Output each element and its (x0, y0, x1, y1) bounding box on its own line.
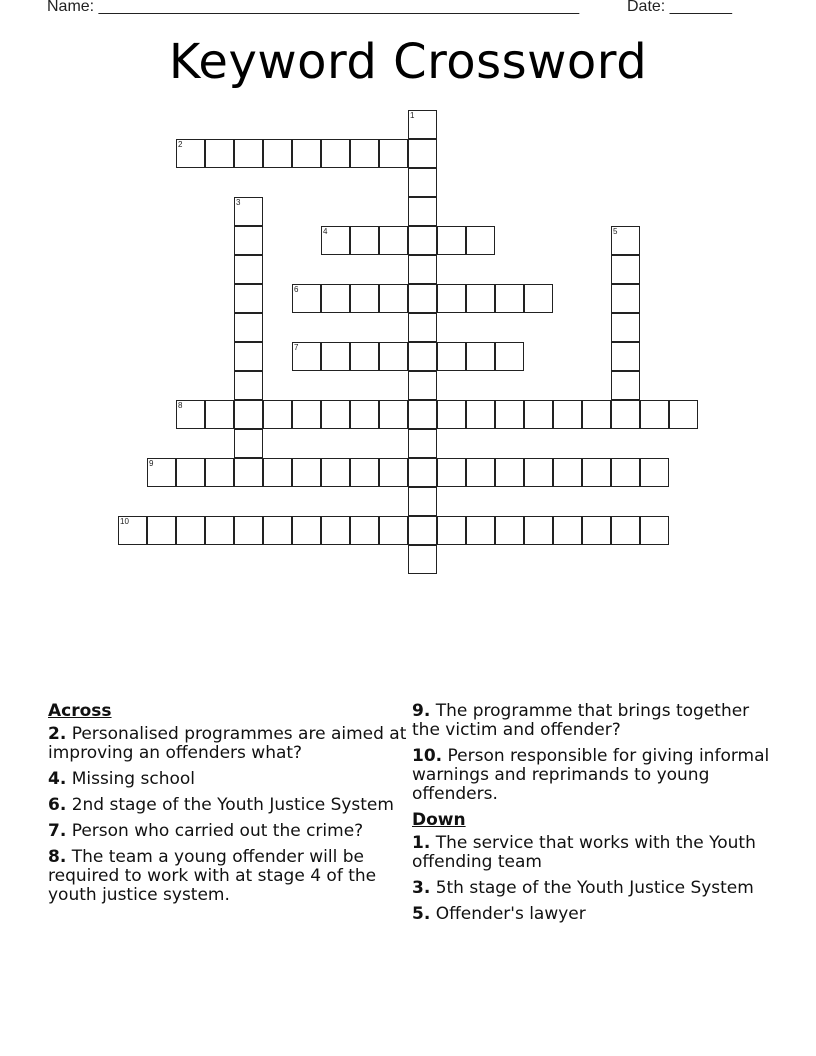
grid-cell[interactable] (408, 458, 437, 487)
grid-cell[interactable] (408, 197, 437, 226)
grid-cell[interactable] (234, 371, 263, 400)
grid-cell[interactable] (234, 139, 263, 168)
grid-cell[interactable] (437, 342, 466, 371)
clue-item (48, 848, 408, 905)
clue-number-label: 6 (294, 285, 299, 294)
grid-cell[interactable] (611, 516, 640, 545)
clue-number: 9. (412, 701, 431, 721)
clue-item (412, 702, 772, 740)
grid-cell[interactable] (234, 429, 263, 458)
clue-item (48, 822, 408, 841)
grid-cell[interactable] (234, 226, 263, 255)
grid-cell[interactable] (437, 516, 466, 545)
grid-cell[interactable] (205, 139, 234, 168)
clue-number: 6. (48, 795, 67, 815)
clue-number: 2. (48, 724, 67, 744)
grid-cell[interactable] (640, 458, 669, 487)
clue-number: 1. (412, 833, 431, 853)
grid-cell[interactable] (495, 400, 524, 429)
grid-cell[interactable] (408, 255, 437, 284)
across-clue-list (48, 725, 408, 905)
clue-item (412, 834, 772, 872)
grid-cell[interactable] (408, 139, 437, 168)
clue-number-label: 8 (178, 401, 183, 410)
clue-number-label: 1 (410, 111, 415, 120)
grid-cell[interactable] (408, 313, 437, 342)
clue-number: 7. (48, 821, 67, 841)
grid-cell[interactable] (321, 284, 350, 313)
clue-number-label: 5 (613, 227, 618, 236)
clues-right-column (412, 702, 772, 931)
grid-cell[interactable] (466, 226, 495, 255)
grid-cell[interactable] (234, 516, 263, 545)
grid-cell[interactable] (553, 458, 582, 487)
clue-number-label: 9 (149, 459, 154, 468)
clue-number-label: 4 (323, 227, 328, 236)
grid-cell[interactable] (263, 139, 292, 168)
grid-cell[interactable] (321, 516, 350, 545)
grid-cell[interactable] (350, 226, 379, 255)
clue-number-label: 7 (294, 343, 299, 352)
grid-cell[interactable] (524, 458, 553, 487)
grid-cell[interactable] (147, 458, 176, 487)
grid-cell[interactable] (263, 516, 292, 545)
grid-cell[interactable] (582, 400, 611, 429)
grid-cell[interactable] (176, 400, 205, 429)
clue-text: Offender's lawyer (435, 904, 586, 924)
down-heading: Down (412, 810, 466, 830)
clue-number: 10. (412, 746, 443, 766)
grid-cell[interactable] (611, 342, 640, 371)
grid-cell[interactable] (292, 400, 321, 429)
grid-cell[interactable] (408, 545, 437, 574)
grid-cell[interactable] (611, 284, 640, 313)
down-clue-list (412, 834, 772, 924)
grid-cell[interactable] (263, 400, 292, 429)
grid-cell[interactable] (495, 284, 524, 313)
grid-cell[interactable] (553, 400, 582, 429)
grid-cell[interactable] (582, 458, 611, 487)
grid-cell[interactable] (234, 284, 263, 313)
grid-cell[interactable] (611, 371, 640, 400)
grid-cell[interactable] (408, 110, 437, 139)
grid-cell[interactable] (495, 458, 524, 487)
across-clue-list-continued (412, 702, 772, 804)
grid-cell[interactable] (321, 400, 350, 429)
grid-cell[interactable] (176, 516, 205, 545)
grid-cell[interactable] (640, 400, 669, 429)
grid-cell[interactable] (205, 458, 234, 487)
grid-cell[interactable] (437, 226, 466, 255)
grid-cell[interactable] (205, 400, 234, 429)
clue-number: 3. (412, 878, 431, 898)
grid-cell[interactable] (379, 400, 408, 429)
grid-cell[interactable] (263, 458, 292, 487)
clue-text: The programme that brings together the victim and offender? (412, 701, 750, 740)
grid-cell[interactable] (350, 342, 379, 371)
grid-cell[interactable] (611, 226, 640, 255)
clue-text: The team a young offender will be required to work with at stage 4 of the youth justice system. (48, 847, 377, 905)
grid-cell[interactable] (466, 400, 495, 429)
grid-cell[interactable] (321, 342, 350, 371)
grid-cell[interactable] (408, 371, 437, 400)
grid-cell[interactable] (466, 458, 495, 487)
grid-cell[interactable] (350, 458, 379, 487)
clue-text: Personalised programmes are aimed at improving an offenders what? (48, 724, 407, 763)
grid-cell[interactable] (292, 516, 321, 545)
clue-text: Missing school (71, 769, 196, 789)
grid-cell[interactable] (408, 429, 437, 458)
grid-cell[interactable] (408, 226, 437, 255)
grid-cell[interactable] (495, 342, 524, 371)
grid-cell[interactable] (611, 400, 640, 429)
grid-cell[interactable] (408, 400, 437, 429)
clue-number: 5. (412, 904, 431, 924)
grid-cell[interactable] (408, 342, 437, 371)
grid-cell[interactable] (350, 284, 379, 313)
grid-cell[interactable] (408, 168, 437, 197)
clue-number: 4. (48, 769, 67, 789)
grid-cell[interactable] (437, 284, 466, 313)
grid-cell[interactable] (321, 226, 350, 255)
grid-cell[interactable] (669, 400, 698, 429)
across-heading: Across (48, 701, 112, 721)
grid-cell[interactable] (147, 516, 176, 545)
grid-cell[interactable] (524, 400, 553, 429)
grid-cell[interactable] (176, 139, 205, 168)
clue-number-label: 2 (178, 140, 183, 149)
grid-cell[interactable] (350, 400, 379, 429)
grid-cell[interactable] (292, 342, 321, 371)
grid-cell[interactable] (437, 458, 466, 487)
grid-cell[interactable] (234, 197, 263, 226)
date-field-label: Date: _______ (627, 0, 732, 15)
clue-item (48, 770, 408, 789)
page-title: Keyword Crossword (168, 34, 648, 90)
grid-cell[interactable] (205, 516, 234, 545)
clue-item (48, 725, 408, 763)
grid-cell[interactable] (466, 516, 495, 545)
grid-cell[interactable] (611, 313, 640, 342)
grid-cell[interactable] (321, 139, 350, 168)
grid-cell[interactable] (321, 458, 350, 487)
clue-text: The service that works with the Youth offending team (412, 833, 756, 872)
grid-cell[interactable] (379, 342, 408, 371)
grid-cell[interactable] (408, 516, 437, 545)
grid-cell[interactable] (176, 458, 205, 487)
clue-number-label: 10 (120, 517, 129, 526)
grid-cell[interactable] (466, 284, 495, 313)
grid-cell[interactable] (234, 458, 263, 487)
clues-left-column (48, 702, 408, 912)
grid-cell[interactable] (466, 342, 495, 371)
grid-cell[interactable] (379, 139, 408, 168)
grid-cell[interactable] (234, 313, 263, 342)
grid-cell[interactable] (582, 516, 611, 545)
clue-text: 5th stage of the Youth Justice System (435, 878, 754, 898)
grid-cell[interactable] (292, 458, 321, 487)
clue-text: Person responsible for giving informal warnings and reprimands to young offenders. (412, 746, 770, 804)
grid-cell[interactable] (379, 226, 408, 255)
name-field-label: Name: ______________________________________________________ (47, 0, 580, 15)
grid-cell[interactable] (408, 284, 437, 313)
clue-number: 8. (48, 847, 67, 867)
grid-cell[interactable] (292, 139, 321, 168)
clue-number-label: 3 (236, 198, 241, 207)
grid-cell[interactable] (437, 400, 466, 429)
grid-cell[interactable] (350, 516, 379, 545)
clue-item (412, 747, 772, 804)
grid-cell[interactable] (379, 516, 408, 545)
grid-cell[interactable] (408, 487, 437, 516)
grid-cell[interactable] (524, 284, 553, 313)
grid-cell[interactable] (234, 400, 263, 429)
grid-cell[interactable] (611, 458, 640, 487)
grid-cell[interactable] (379, 284, 408, 313)
clue-text: Person who carried out the crime? (71, 821, 364, 841)
grid-cell[interactable] (524, 516, 553, 545)
clue-text: 2nd stage of the Youth Justice System (71, 795, 394, 815)
grid-cell[interactable] (553, 516, 582, 545)
grid-cell[interactable] (640, 516, 669, 545)
grid-cell[interactable] (495, 516, 524, 545)
grid-cell[interactable] (234, 342, 263, 371)
grid-cell[interactable] (118, 516, 147, 545)
clue-item (412, 879, 772, 898)
grid-cell[interactable] (350, 139, 379, 168)
grid-cell[interactable] (611, 255, 640, 284)
grid-cell[interactable] (292, 284, 321, 313)
clue-item (412, 905, 772, 924)
clue-item (48, 796, 408, 815)
grid-cell[interactable] (379, 458, 408, 487)
grid-cell[interactable] (234, 255, 263, 284)
